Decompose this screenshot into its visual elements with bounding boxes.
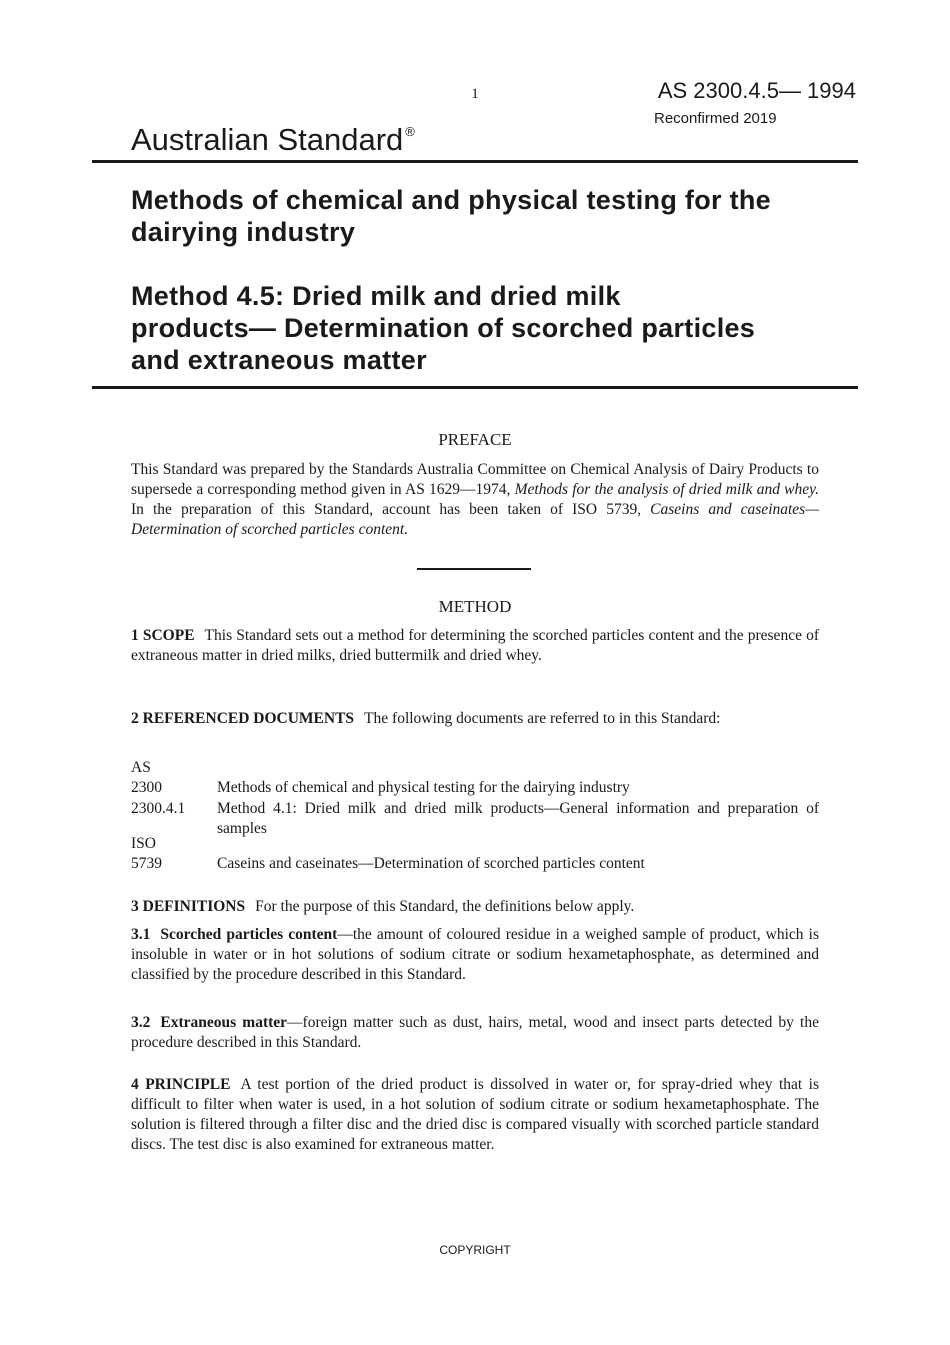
bottom-rule (92, 386, 858, 389)
reference-code: 5739 (131, 855, 162, 872)
definition-term: Scorched particles content (160, 926, 338, 943)
standard-number: AS 2300.4.5— 1994 (657, 78, 856, 103)
preface-paragraph (131, 460, 819, 540)
preface-citation: Caseins and caseinates—Determination of scorched particles content. (131, 501, 819, 538)
reference-prefix: AS (131, 759, 151, 776)
definition-term: Extraneous matter (160, 1014, 288, 1031)
method-title-line: and extraneous matter (131, 345, 427, 375)
top-rule (92, 160, 858, 163)
definition-number: 3.2 (131, 1014, 151, 1031)
reconfirmed-label: Reconfirmed 2019 (654, 110, 777, 127)
clause-text: This Standard sets out a method for determining the scorched particles content and the presence of extraneous matter in dried milks, dried buttermilk and dried whey. (131, 627, 819, 664)
method-title-line: Method 4.5: Dried milk and dried milk (131, 281, 621, 311)
copyright-notice: COPYRIGHT (439, 1243, 511, 1257)
preface-heading: PREFACE (438, 430, 512, 449)
clause-text: The following documents are referred to in this Standard: (364, 710, 721, 727)
definition-item (131, 1013, 819, 1053)
definition-text: —the amount of coloured residue in a weighed sample of product, which is insoluble in water or in hot solutions of sodium citrate or sodium hexametaphosphate, as determined and classified by the procedure described in this Standard. (131, 926, 819, 983)
clause-label: 2 REFERENCED DOCUMENTS (131, 710, 355, 727)
reference-code: 2300 (131, 779, 162, 796)
preface-text: This Standard was prepared by the Standards Australia Committee on Chemical Analysis of Dairy Products to supersede a corresponding method given in AS 1629—1974, (131, 461, 819, 498)
clause-text: A test portion of the dried product is dissolved in water or, for spray-dried whey that is difficult to filter when water is used, in a hot solution of sodium citrate or sodium hexametaphosphate. The solution is filtered through a filter disc and the dried disc is compared visually with scorched particle standard discs. The test disc is also examined for extraneous matter. (131, 1076, 819, 1153)
definition-item (131, 925, 819, 985)
clause-label: 4 PRINCIPLE (131, 1076, 231, 1093)
reference-title: Methods of chemical and physical testing for the dairying industry (217, 779, 630, 796)
section-divider (417, 568, 531, 570)
brand-name: Australian Standard (131, 122, 404, 157)
method-title-line: products— Determination of scorched particles (131, 313, 756, 343)
registered-mark: ® (405, 124, 415, 139)
referenced-documents-clause (131, 709, 819, 729)
definition-text: —foreign matter such as dust, hairs, metal, wood and insect parts detected by the procedure described in this Standard. (131, 1014, 819, 1051)
reference-title: Method 4.1: Dried milk and dried milk products—General information and preparation of samples (217, 800, 819, 837)
definitions-clause (131, 897, 819, 917)
preface-citation: Methods for the analysis of dried milk and whey. (514, 481, 820, 498)
page-number: 1 (471, 86, 479, 102)
definition-number: 3.1 (131, 926, 151, 943)
scope-clause (131, 626, 819, 666)
reference-title: Caseins and caseinates—Determination of scorched particles content (217, 855, 645, 872)
preface-text: In the preparation of this Standard, account has been taken of ISO 5739, (131, 501, 642, 518)
principle-clause (131, 1075, 819, 1155)
reference-prefix: ISO (131, 835, 156, 852)
method-heading: METHOD (438, 597, 512, 616)
method-title (131, 280, 851, 376)
brand-title (131, 122, 415, 158)
document-title: Methods of chemical and physical testing for the dairying industry (131, 185, 772, 247)
clause-label: 1 SCOPE (131, 627, 195, 644)
clause-label: 3 DEFINITIONS (131, 898, 246, 915)
clause-text: For the purpose of this Standard, the definitions below apply. (255, 898, 635, 915)
reference-code: 2300.4.1 (131, 800, 186, 817)
